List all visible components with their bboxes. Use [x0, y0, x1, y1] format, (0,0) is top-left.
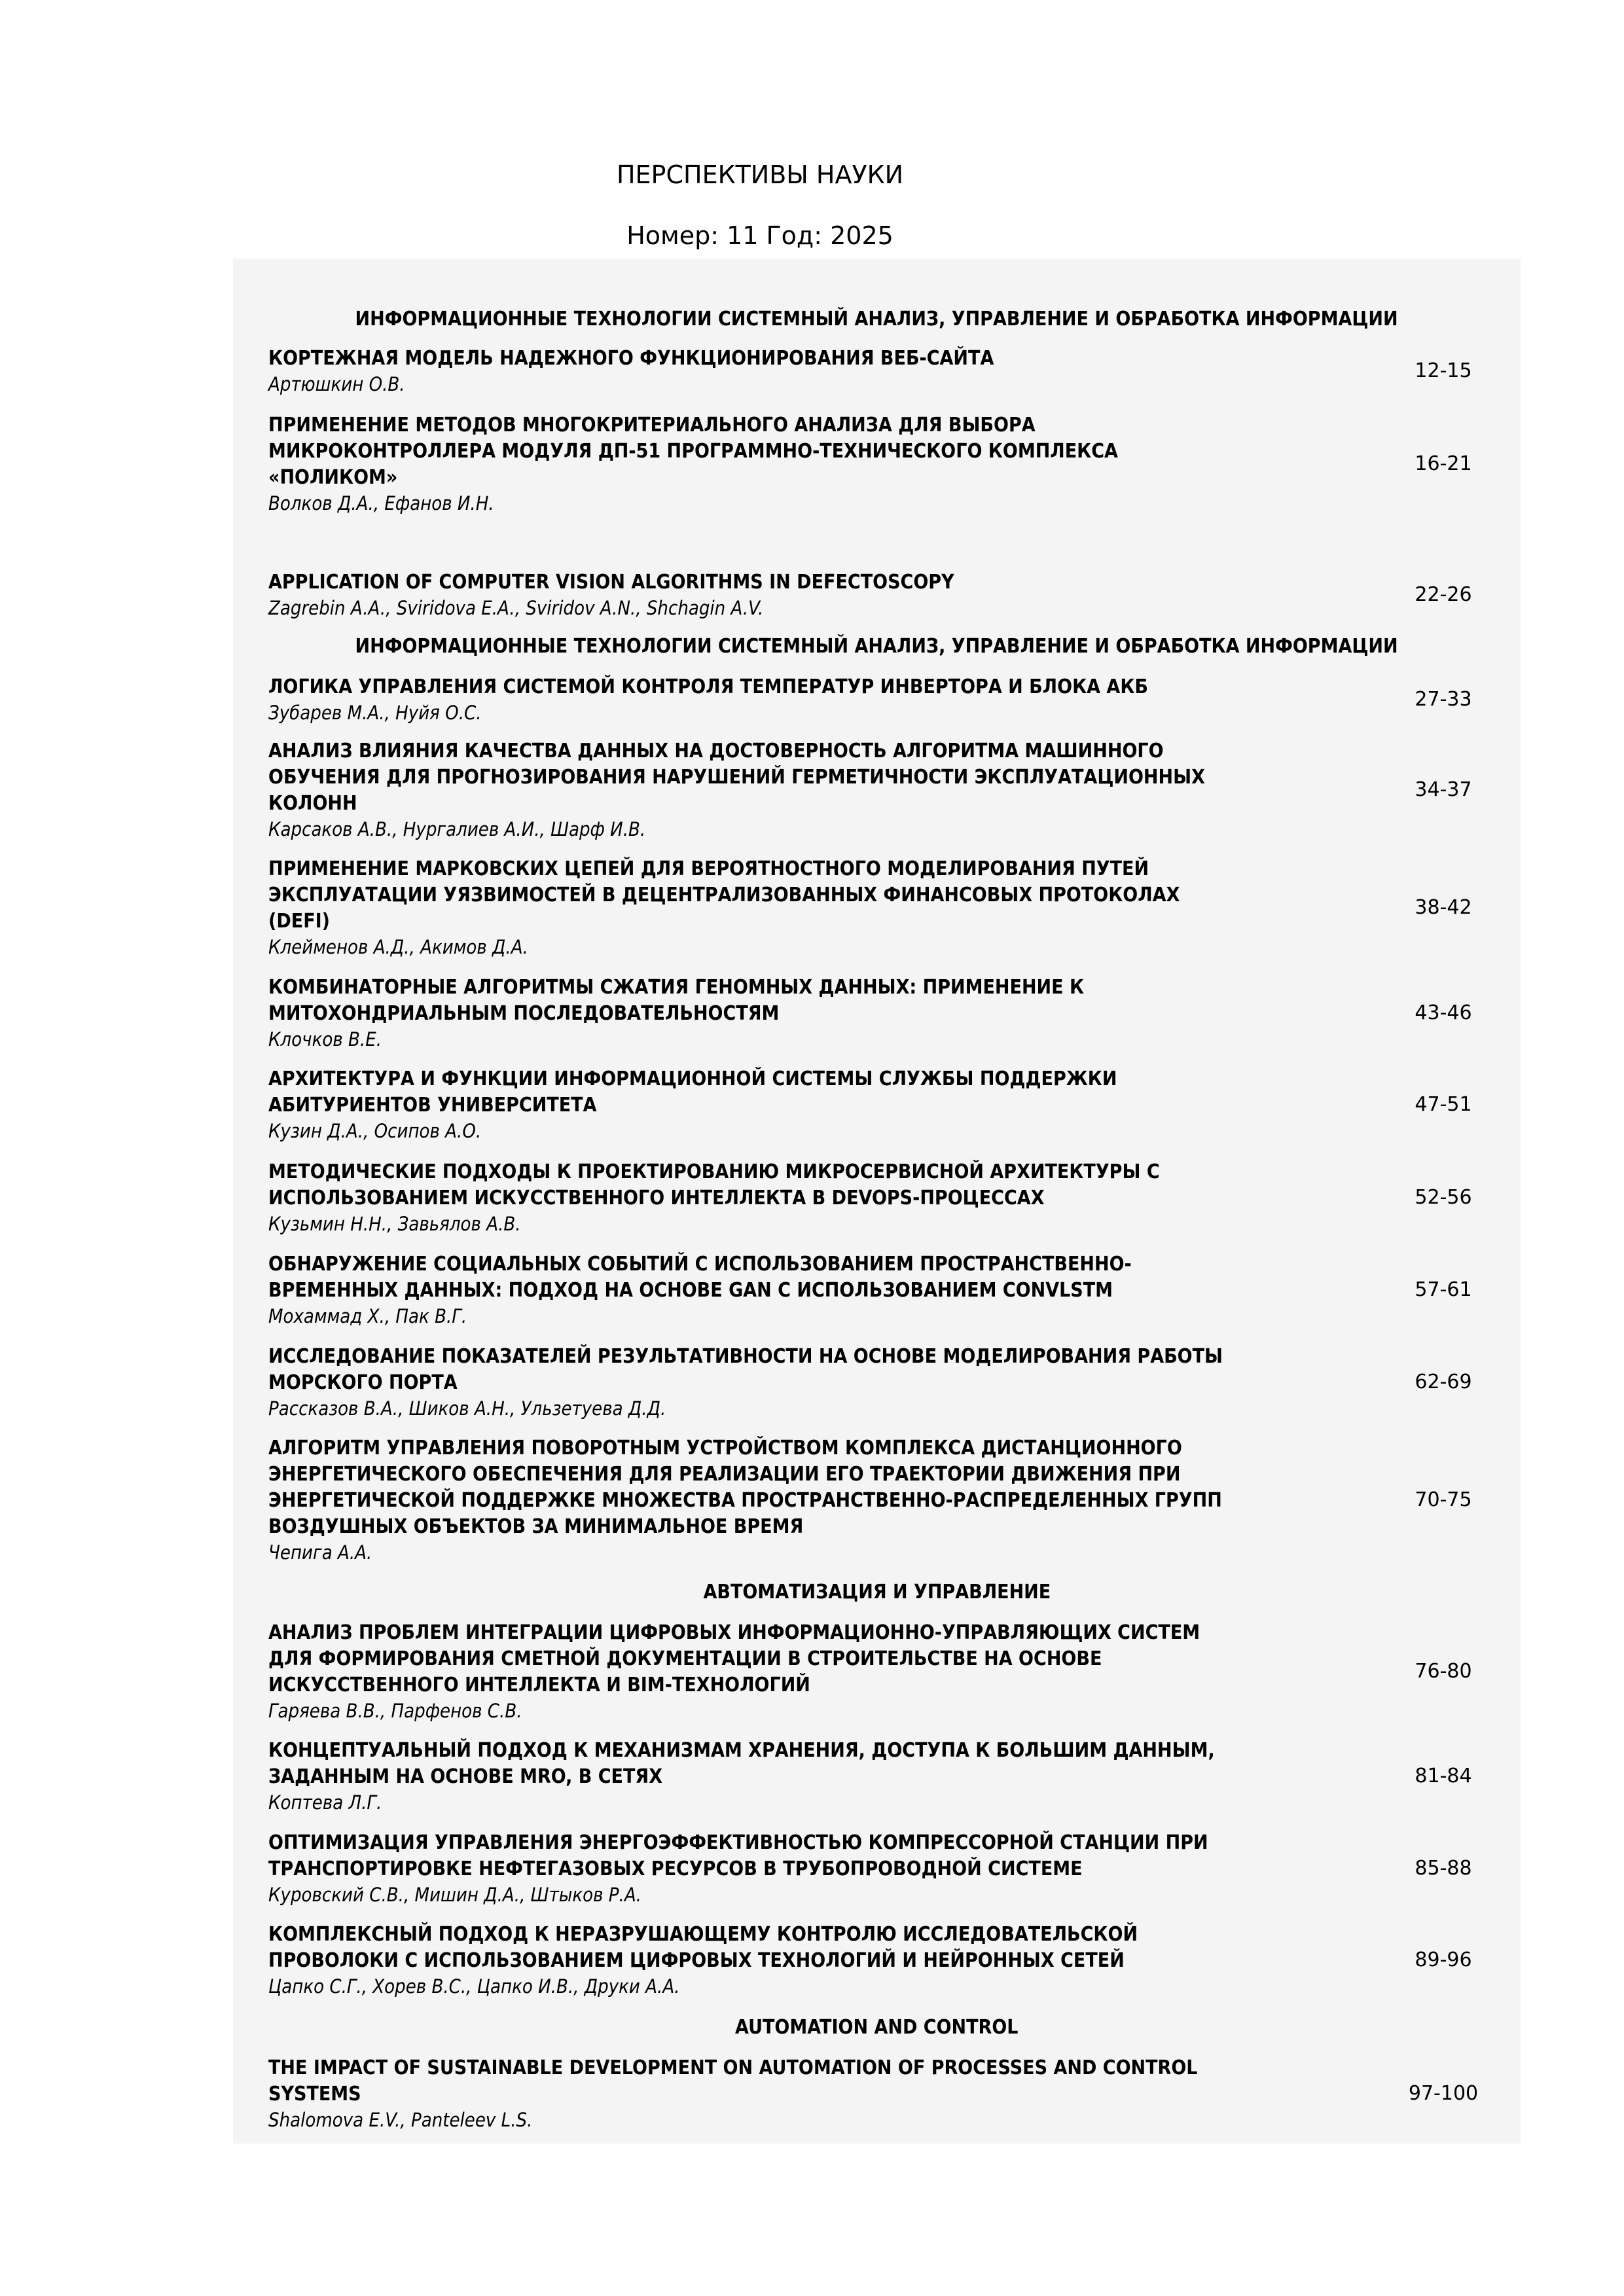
page-range: 27-33	[1415, 688, 1472, 711]
page-range: 97-100	[1408, 2082, 1479, 2105]
toc-entry[interactable]	[268, 856, 1521, 960]
article-title-line[interactable]: КОМПЛЕКСНЫЙ ПОДХОД К НЕРАЗРУШАЮЩЕМУ КОНТРОЛЮ ИССЛЕДОВАТЕЛЬСКОЙ	[268, 1923, 1138, 1946]
toc-entry[interactable]	[268, 1159, 1521, 1236]
article-title-line[interactable]: АНАЛИЗ ВЛИЯНИЯ КАЧЕСТВА ДАННЫХ НА ДОСТОВЕРНОСТЬ АЛГОРИТМА МАШИННОГО	[268, 740, 1164, 762]
section-heading	[233, 634, 1521, 660]
article-authors: Zagrebin A.A., Sviridova E.A., Sviridov A.N., Shchagin A.V.	[268, 597, 764, 619]
page-range: 89-96	[1415, 1948, 1472, 1971]
article-title-line[interactable]: ЭНЕРГЕТИЧЕСКОГО ОБЕСПЕЧЕНИЯ ДЛЯ РЕАЛИЗАЦИИ ЕГО ТРАЕКТОРИИ ДВИЖЕНИЯ ПРИ	[268, 1463, 1181, 1486]
toc-entry[interactable]	[268, 1830, 1521, 1907]
page-range: 34-37	[1415, 778, 1472, 801]
page-range: 12-15	[1415, 359, 1472, 382]
article-title-line[interactable]: МИТОХОНДРИАЛЬНЫМ ПОСЛЕДОВАТЕЛЬНОСТЯМ	[268, 1002, 780, 1025]
article-authors: Клочков В.Е.	[268, 1028, 382, 1050]
article-title-line[interactable]: КОНЦЕПТУАЛЬНЫЙ ПОДХОД К МЕХАНИЗМАМ ХРАНЕНИЯ, ДОСТУПА К БОЛЬШИМ ДАННЫМ,	[268, 1739, 1215, 1762]
article-title-line[interactable]: SYSTEMS	[268, 2083, 361, 2106]
page-range: 38-42	[1415, 896, 1472, 919]
article-authors: Кузин Д.А., Осипов А.О.	[268, 1120, 482, 1142]
toc-entry[interactable]	[268, 412, 1521, 516]
article-title-line[interactable]: ВРЕМЕННЫХ ДАННЫХ: ПОДХОД НА ОСНОВЕ GAN С ИСПОЛЬЗОВАНИЕМ CONVLSTM	[268, 1279, 1113, 1302]
article-title-line[interactable]: ТРАНСПОРТИРОВКЕ НЕФТЕГАЗОВЫХ РЕСУРСОВ В ТРУБОПРОВОДНОЙ СИСТЕМЕ	[268, 1857, 1083, 1880]
article-authors: Зубарев М.А., Нуйя О.С.	[268, 702, 482, 724]
article-authors: Shalomova E.V., Panteleev L.S.	[268, 2109, 533, 2131]
article-authors: Куровский С.В., Мишин Д.А., Штыков Р.А.	[268, 1884, 641, 1906]
page-range: 22-26	[1415, 583, 1472, 606]
article-title-line[interactable]: APPLICATION OF COMPUTER VISION ALGORITHMS IN DEFECTOSCOPY	[268, 571, 954, 594]
section-heading-text: AUTOMATION AND CONTROL	[735, 2016, 1019, 2039]
article-title-line[interactable]: ИССЛЕДОВАНИЕ ПОКАЗАТЕЛЕЙ РЕЗУЛЬТАТИВНОСТИ НА ОСНОВЕ МОДЕЛИРОВАНИЯ РАБОТЫ	[268, 1345, 1223, 1368]
article-authors: Артюшкин О.В.	[268, 373, 405, 395]
article-title-line[interactable]: КОЛОНН	[268, 792, 357, 815]
article-title-line[interactable]: ОБНАРУЖЕНИЕ СОЦИАЛЬНЫХ СОБЫТИЙ С ИСПОЛЬЗОВАНИЕМ ПРОСТРАНСТВЕННО-	[268, 1253, 1132, 1276]
article-authors: Клейменов А.Д., Акимов Д.А.	[268, 936, 528, 958]
toc-entry[interactable]	[268, 1251, 1521, 1329]
toc-entry[interactable]	[268, 1922, 1521, 1999]
page-range: 70-75	[1415, 1488, 1472, 1511]
article-authors: Кузьмин Н.Н., Завьялов А.В.	[268, 1213, 521, 1235]
issue-line: Номер: 11 Год: 2025	[626, 221, 893, 250]
article-title-line[interactable]: (DEFI)	[268, 910, 331, 933]
article-title-line[interactable]: THE IMPACT OF SUSTAINABLE DEVELOPMENT ON AUTOMATION OF PROCESSES AND CONTROL	[268, 2056, 1198, 2079]
toc-entry[interactable]	[268, 1620, 1521, 1723]
article-title-line[interactable]: «ПОЛИКОМ»	[268, 466, 398, 489]
page-range: 81-84	[1415, 1765, 1472, 1787]
toc-entry[interactable]	[268, 569, 1521, 620]
article-authors: Цапко С.Г., Хорев В.С., Цапко И.В., Друки А.А.	[268, 1975, 680, 1998]
page-range: 62-69	[1415, 1371, 1472, 1393]
toc-entry[interactable]	[268, 738, 1521, 842]
article-authors: Чепига А.А.	[268, 1541, 372, 1564]
section-heading-text: ИНФОРМАЦИОННЫЕ ТЕХНОЛОГИИ СИСТЕМНЫЙ АНАЛИЗ, УПРАВЛЕНИЕ И ОБРАБОТКА ИНФОРМАЦИИ	[355, 635, 1399, 658]
journal-title: ПЕРСПЕКТИВЫ НАУКИ	[616, 160, 904, 189]
article-authors: Рассказов В.А., Шиков А.Н., Ульзетуева Д.Д.	[268, 1397, 666, 1420]
article-title-line[interactable]: МИКРОКОНТРОЛЛЕРА МОДУЛЯ ДП-51 ПРОГРАММНО-ТЕХНИЧЕСКОГО КОМПЛЕКСА	[268, 440, 1118, 463]
article-title-line[interactable]: ВОЗДУШНЫХ ОБЪЕКТОВ ЗА МИНИМАЛЬНОЕ ВРЕМЯ	[268, 1515, 804, 1538]
article-title-line[interactable]: КОРТЕЖНАЯ МОДЕЛЬ НАДЕЖНОГО ФУНКЦИОНИРОВАНИЯ ВЕБ-САЙТА	[268, 347, 994, 370]
toc-entry[interactable]	[268, 1066, 1521, 1143]
article-authors: Волков Д.А., Ефанов И.Н.	[268, 492, 494, 514]
article-title-line[interactable]: ЛОГИКА УПРАВЛЕНИЯ СИСТЕМОЙ КОНТРОЛЯ ТЕМПЕРАТУР ИНВЕРТОРА И БЛОКА АКБ	[268, 675, 1148, 698]
page-range: 57-61	[1415, 1278, 1472, 1301]
article-title-line[interactable]: ИСПОЛЬЗОВАНИЕМ ИСКУССТВЕННОГО ИНТЕЛЛЕКТА В DEVOPS-ПРОЦЕССАХ	[268, 1187, 1045, 1210]
section-heading	[233, 306, 1521, 332]
page-range: 85-88	[1415, 1857, 1472, 1880]
article-authors: Гаряева В.В., Парфенов С.В.	[268, 1700, 522, 1722]
article-title-line[interactable]: ЗАДАННЫМ НА ОСНОВЕ MRO, В СЕТЯХ	[268, 1765, 663, 1788]
toc-entry[interactable]	[268, 346, 1521, 397]
article-title-line[interactable]: АЛГОРИТМ УПРАВЛЕНИЯ ПОВОРОТНЫМ УСТРОЙСТВОМ КОМПЛЕКСА ДИСТАНЦИОННОГО	[268, 1437, 1182, 1460]
section-heading-text: АВТОМАТИЗАЦИЯ И УПРАВЛЕНИЕ	[703, 1581, 1051, 1604]
article-title-line[interactable]: ОБУЧЕНИЯ ДЛЯ ПРОГНОЗИРОВАНИЯ НАРУШЕНИЙ ГЕРМЕТИЧНОСТИ ЭКСПЛУАТАЦИОННЫХ	[268, 766, 1205, 789]
article-authors: Коптева Л.Г.	[268, 1791, 382, 1814]
section-heading	[233, 2015, 1521, 2041]
toc-entry[interactable]	[268, 1435, 1521, 1565]
page-range: 47-51	[1415, 1093, 1472, 1116]
article-title-line[interactable]: АНАЛИЗ ПРОБЛЕМ ИНТЕГРАЦИИ ЦИФРОВЫХ ИНФОРМАЦИОННО-УПРАВЛЯЮЩИХ СИСТЕМ	[268, 1621, 1200, 1644]
toc-entry[interactable]	[268, 674, 1521, 725]
section-heading	[233, 1579, 1521, 1605]
article-title-line[interactable]: ПРИМЕНЕНИЕ МАРКОВСКИХ ЦЕПЕЙ ДЛЯ ВЕРОЯТНОСТНОГО МОДЕЛИРОВАНИЯ ПУТЕЙ	[268, 857, 1149, 880]
page-range: 43-46	[1415, 1001, 1472, 1024]
page-range: 16-21	[1415, 452, 1472, 475]
article-title-line[interactable]: ОПТИМИЗАЦИЯ УПРАВЛЕНИЯ ЭНЕРГОЭФФЕКТИВНОСТЬЮ КОМПРЕССОРНОЙ СТАНЦИИ ПРИ	[268, 1831, 1208, 1854]
toc-entry[interactable]	[268, 975, 1521, 1052]
article-title-line[interactable]: ИСКУССТВЕННОГО ИНТЕЛЛЕКТА И BIM-ТЕХНОЛОГИЙ	[268, 1674, 810, 1696]
article-title-line[interactable]: ПРОВОЛОКИ С ИСПОЛЬЗОВАНИЕМ ЦИФРОВЫХ ТЕХНОЛОГИЙ И НЕЙРОННЫХ СЕТЕЙ	[268, 1949, 1125, 1972]
section-heading-text: ИНФОРМАЦИОННЫЕ ТЕХНОЛОГИИ СИСТЕМНЫЙ АНАЛИЗ, УПРАВЛЕНИЕ И ОБРАБОТКА ИНФОРМАЦИИ	[355, 308, 1399, 331]
article-title-line[interactable]: ЭНЕРГЕТИЧЕСКОЙ ПОДДЕРЖКЕ МНОЖЕСТВА ПРОСТРАНСТВЕННО-РАСПРЕДЕЛЕННЫХ ГРУПП	[268, 1489, 1222, 1512]
article-authors: Карсаков А.В., Нургалиев А.И., Шарф И.В.	[268, 818, 646, 840]
toc-entry[interactable]	[268, 2055, 1521, 2132]
article-title-line[interactable]: ПРИМЕНЕНИЕ МЕТОДОВ МНОГОКРИТЕРИАЛЬНОГО АНАЛИЗА ДЛЯ ВЫБОРА	[268, 414, 1036, 437]
article-title-line[interactable]: АРХИТЕКТУРА И ФУНКЦИИ ИНФОРМАЦИОННОЙ СИСТЕМЫ СЛУЖБЫ ПОДДЕРЖКИ	[268, 1067, 1117, 1090]
article-title-line[interactable]: ЭКСПЛУАТАЦИИ УЯЗВИМОСТЕЙ В ДЕЦЕНТРАЛИЗОВАННЫХ ФИНАНСОВЫХ ПРОТОКОЛАХ	[268, 884, 1180, 906]
article-title-line[interactable]: ДЛЯ ФОРМИРОВАНИЯ СМЕТНОЙ ДОКУМЕНТАЦИИ В СТРОИТЕЛЬСТВЕ НА ОСНОВЕ	[268, 1647, 1102, 1670]
article-authors: Мохаммад Х., Пак В.Г.	[268, 1305, 467, 1327]
toc-entry[interactable]	[268, 1738, 1521, 1815]
page-range: 52-56	[1415, 1186, 1472, 1209]
article-title-line[interactable]: АБИТУРИЕНТОВ УНИВЕРСИТЕТА	[268, 1094, 597, 1117]
article-title-line[interactable]: МОРСКОГО ПОРТА	[268, 1371, 458, 1394]
toc-entry[interactable]	[268, 1344, 1521, 1421]
page-range: 76-80	[1415, 1660, 1472, 1683]
article-title-line[interactable]: КОМБИНАТОРНЫЕ АЛГОРИТМЫ СЖАТИЯ ГЕНОМНЫХ ДАННЫХ: ПРИМЕНЕНИЕ К	[268, 976, 1085, 999]
article-title-line[interactable]: МЕТОДИЧЕСКИЕ ПОДХОДЫ К ПРОЕКТИРОВАНИЮ МИКРОСЕРВИСНОЙ АРХИТЕКТУРЫ С	[268, 1160, 1160, 1183]
